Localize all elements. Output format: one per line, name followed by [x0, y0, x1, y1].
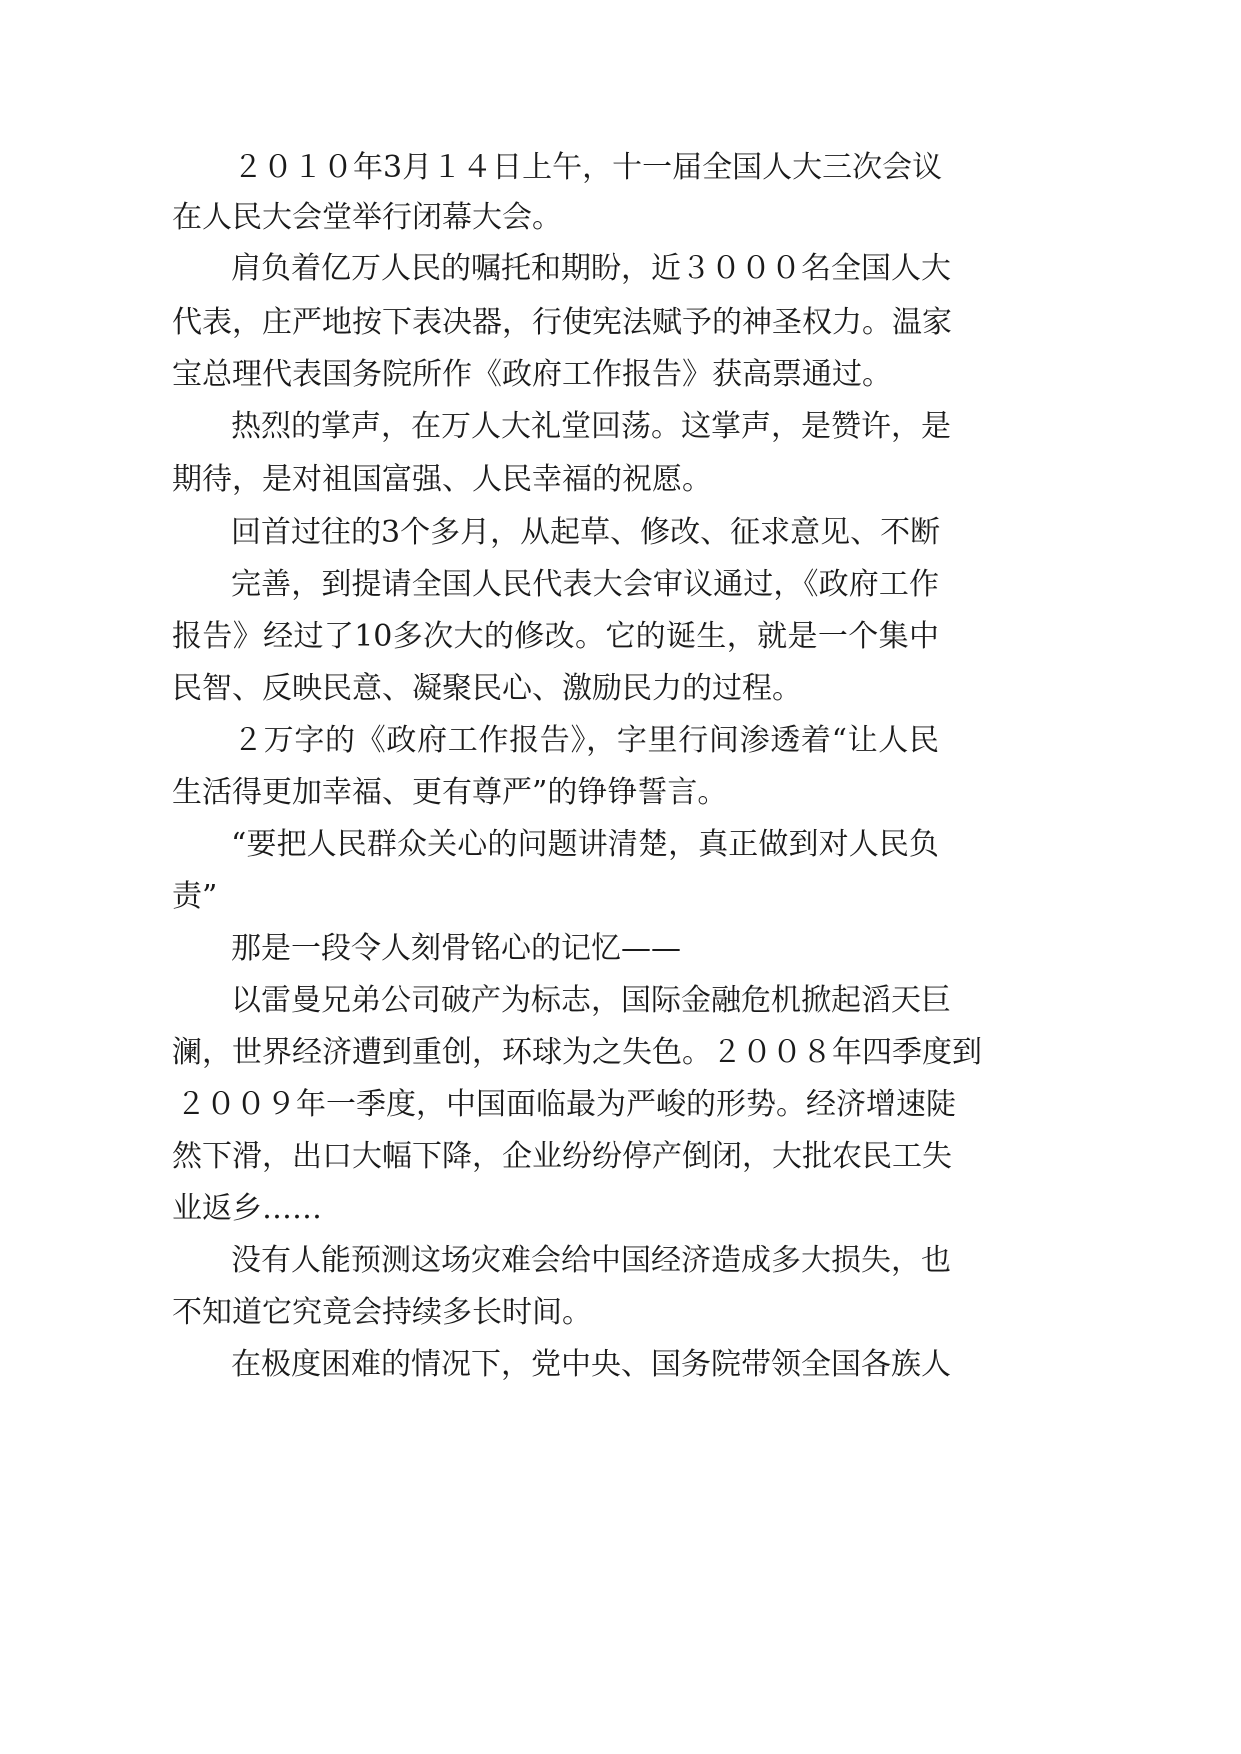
text-line: 肩负着亿万人民的嘱托和期盼，近３０００名全国人大 [231, 251, 951, 286]
text-line: 然下滑，出口大幅下降，企业纷纷停产倒闭，大批农民工失 [172, 1139, 952, 1174]
text-line: 民智、反映民意、凝聚民心、激励民力的过程。 [172, 671, 802, 706]
text-line: 在人民大会堂举行闭幕大会。 [172, 200, 562, 235]
text-line: “要把人民群众关心的问题讲清楚，真正做到对人民负 [231, 827, 939, 862]
text-line: 完善，到提请全国人民代表大会审议通过，《政府工作 [231, 567, 939, 602]
text-line: ２万字的《政府工作报告》，字里行间渗透着“让人民 [233, 723, 939, 758]
text-line: 期待，是对祖国富强、人民幸福的祝愿。 [172, 462, 712, 497]
text-line: 不知道它究竟会持续多长时间。 [172, 1295, 592, 1330]
text-line: 那是一段令人刻骨铭心的记忆—— [231, 931, 681, 966]
text-line: 生活得更加幸福、更有尊严”的铮铮誓言。 [172, 775, 728, 810]
text-line: 在极度困难的情况下，党中央、国务院带领全国各族人 [231, 1347, 951, 1382]
text-line: 责” [172, 879, 218, 914]
text-line: ２００９年一季度，中国面临最为严峻的形势。经济增速陡 [176, 1087, 956, 1122]
text-line: 澜，世界经济遭到重创，环球为之失色。２００８年四季度到 [172, 1035, 982, 1070]
text-line: 代表，庄严地按下表决器，行使宪法赋予的神圣权力。温家 [172, 305, 952, 340]
text-line: 报告》经过了10多次大的修改。它的诞生，就是一个集中 [172, 619, 939, 654]
text-line: 回首过往的3个多月，从起草、修改、征求意见、不断 [231, 515, 941, 550]
text-line: 宝总理代表国务院所作《政府工作报告》获高票通过。 [172, 357, 892, 392]
text-line: 没有人能预测这场灾难会给中国经济造成多大损失，也 [231, 1243, 951, 1278]
text-line: 业返乡…… [172, 1191, 322, 1226]
text-line: 热烈的掌声，在万人大礼堂回荡。这掌声，是赞许，是 [231, 409, 951, 444]
text-line: ２０１０年3月１４日上午，十一届全国人大三次会议 [233, 150, 943, 185]
text-line: 以雷曼兄弟公司破产为标志，国际金融危机掀起滔天巨 [231, 983, 951, 1018]
